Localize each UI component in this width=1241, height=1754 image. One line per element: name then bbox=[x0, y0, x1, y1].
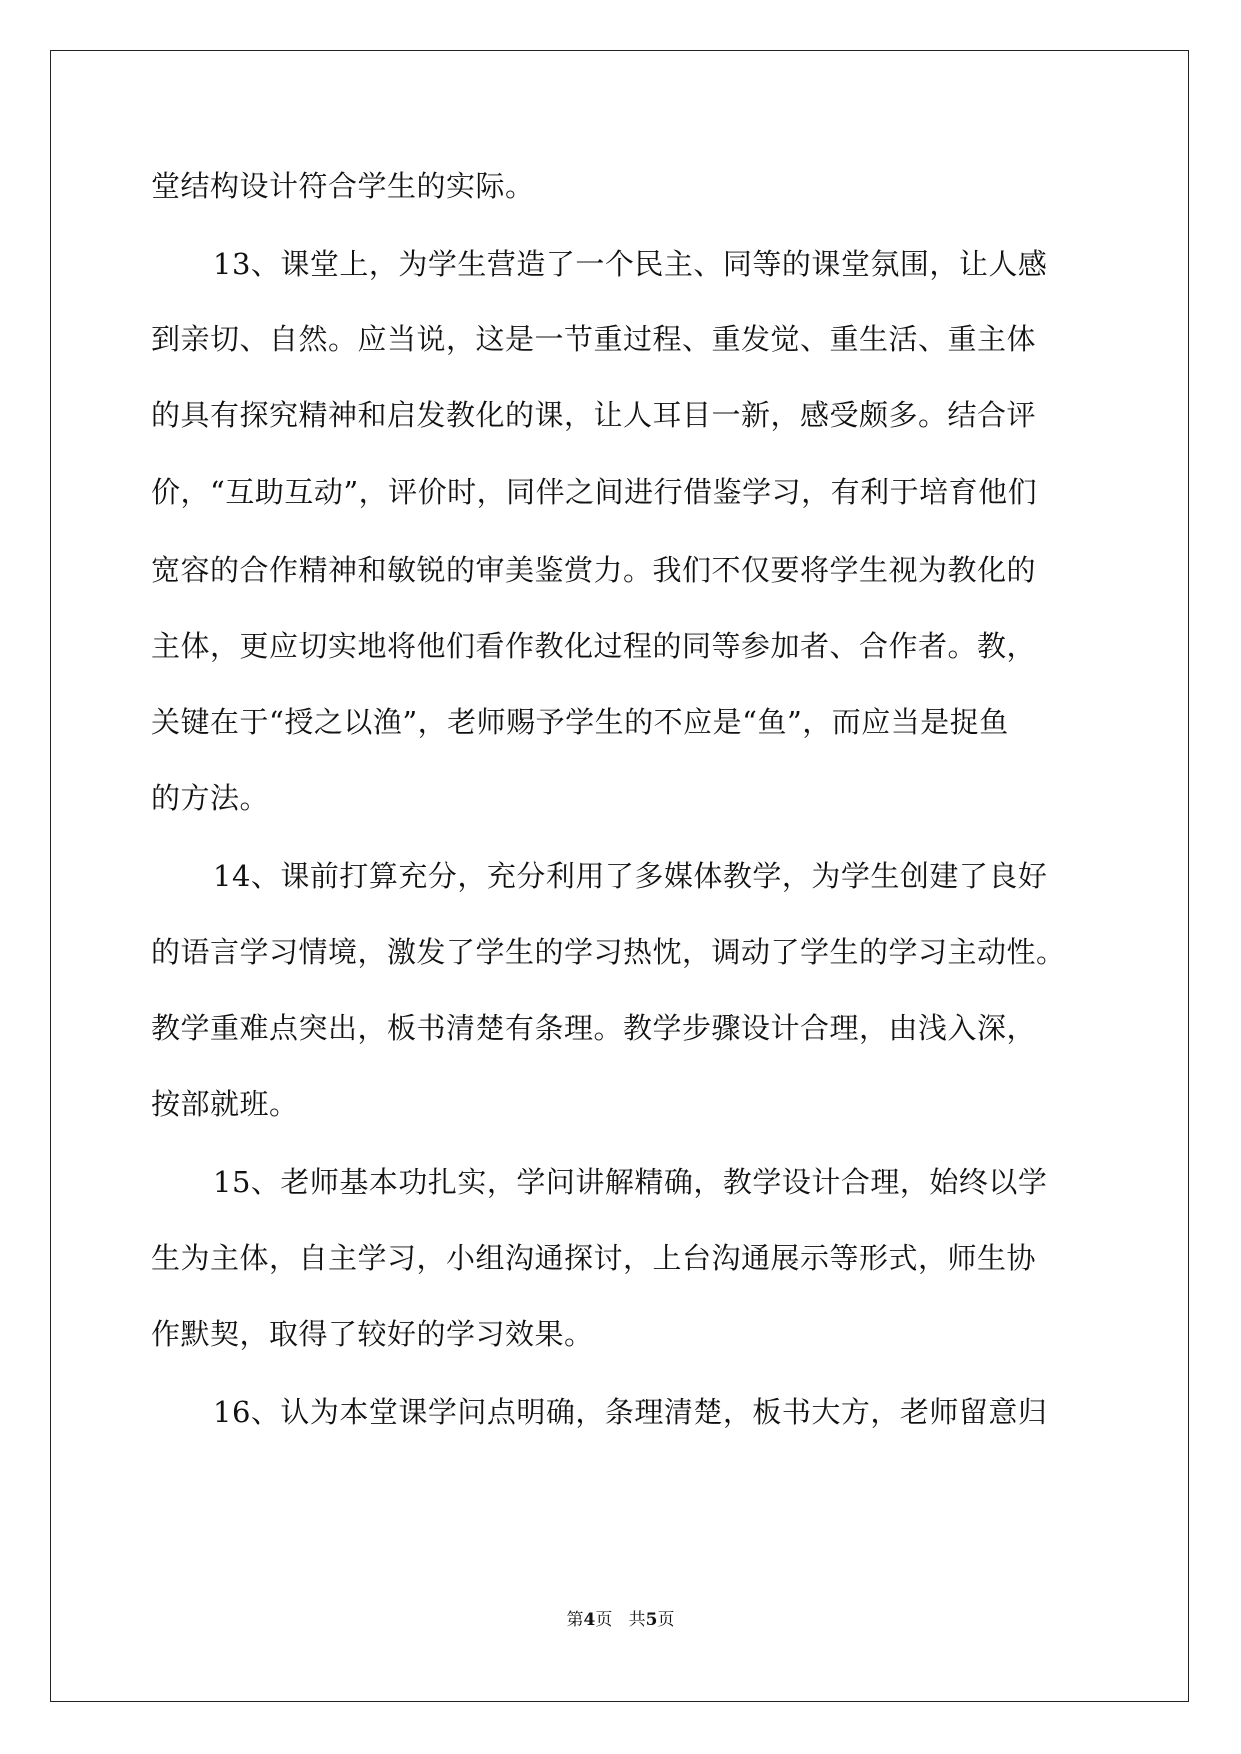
text-line: 教学重难点突出，板书清楚有条理。教学步骤设计合理，由浅入深， bbox=[151, 1011, 1037, 1045]
text-line: 关键在于“授之以渔”，老师赐予学生的不应是“鱼”，而应当是捉鱼 bbox=[151, 705, 1009, 739]
page-footer bbox=[0, 1608, 1241, 1632]
text-line: 作默契，取得了较好的学习效果。 bbox=[151, 1317, 594, 1351]
text-line: 堂结构设计符合学生的实际。 bbox=[151, 169, 535, 203]
text-line: 生为主体，自主学习，小组沟通探讨，上台沟通展示等形式，师生协 bbox=[151, 1241, 1037, 1275]
current-page-number: 4 bbox=[583, 1610, 596, 1630]
total-page-number: 5 bbox=[645, 1610, 658, 1630]
text-line: 价，“互助互动”，评价时，同伴之间进行借鉴学习，有利于培育他们 bbox=[151, 475, 1038, 509]
page-suffix: 页 bbox=[595, 1610, 613, 1630]
text-line: 的方法。 bbox=[151, 781, 270, 815]
text-line: 的语言学习情境，激发了学生的学习热忱，调动了学生的学习主动性。 bbox=[151, 935, 1066, 969]
paragraph-16-start: 16、认为本堂课学问点明确，条理清楚，板书大方，老师留意归 bbox=[213, 1395, 1048, 1429]
paragraph-14-start: 14、课前打算充分，充分利用了多媒体教学，为学生创建了良好 bbox=[213, 859, 1048, 893]
total-prefix: 共 bbox=[628, 1610, 646, 1630]
paragraph-15-start: 15、老师基本功扎实，学问讲解精确，教学设计合理，始终以学 bbox=[213, 1165, 1048, 1199]
paragraph-13-start: 13、课堂上，为学生营造了一个民主、同等的课堂氛围，让人感 bbox=[213, 247, 1048, 281]
text-line: 按部就班。 bbox=[151, 1087, 299, 1121]
page-prefix: 第 bbox=[566, 1610, 584, 1630]
text-line: 宽容的合作精神和敏锐的审美鉴赏力。我们不仅要将学生视为教化的 bbox=[151, 553, 1037, 587]
text-line: 的具有探究精神和启发教化的课，让人耳目一新，感受颇多。结合评 bbox=[151, 398, 1037, 432]
text-line: 主体，更应切实地将他们看作教化过程的同等参加者、合作者。教， bbox=[151, 629, 1037, 663]
total-suffix: 页 bbox=[657, 1610, 675, 1630]
text-line: 到亲切、自然。应当说，这是一节重过程、重发觉、重生活、重主体 bbox=[151, 322, 1037, 356]
